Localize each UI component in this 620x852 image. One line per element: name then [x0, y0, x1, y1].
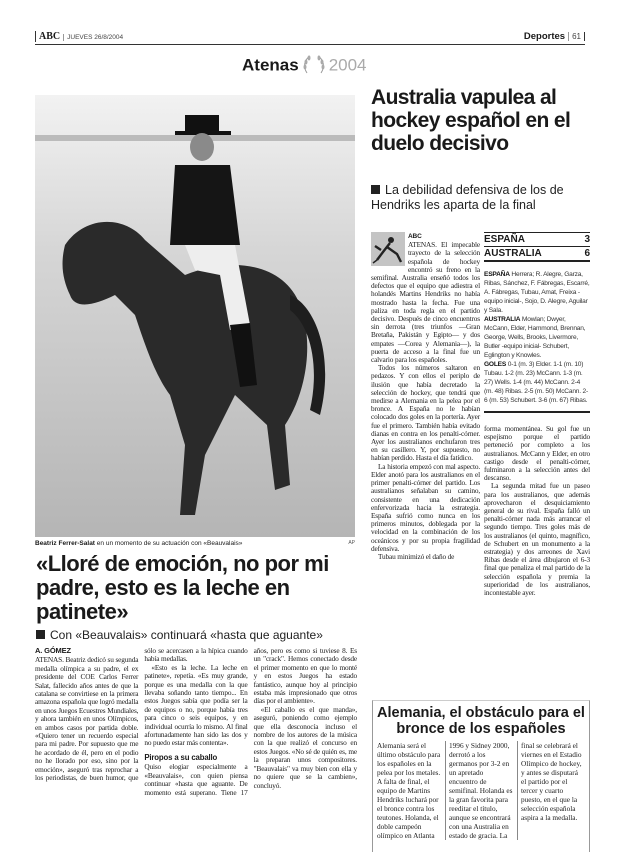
- paragraph: ATENAS. Beatriz dedicó su segunda medalla olímpica a su padre, el ex presidente del COE Carlos Ferrer Salat, fallecido años antes de que la catalana se convirtiese en la primera amazona española que logró medalla en unos Juegos Ecuestres Mundiales, y ahora también en unos Olímpicos, en ambos casos por partida doble. «Quiero tener un recuerdo especial para mi padre. Por supuesto que me he acordado de él, pero en el podio no he llorado por eso, sino por la emoción», aseguró tras reprochar a los periodistas, de buen humor, que sólo se acercasen a la hípica cuando había medallas.: [35, 646, 248, 783]
- caption-text: en un momento de su actuación con «Beauvalais»: [94, 540, 243, 547]
- lineup-text: Mowlan; Dwyer, McCann, Elder, Hammond, Brennan, George, Wells, Brooks, Livermore, Butler -equipo inicial- Schubert, Eglington y Knowles.: [484, 316, 586, 359]
- source-tag: ABC: [408, 233, 422, 240]
- paragraph: La segunda mitad fue un paseo para los australianos, que además aprovecharon el desquiciamiento general de su rival. España falló un penalti-córner nada más arrancar el segundo tiempo. Tres goles más de los australianos (el quinto, magnífico, de Schubert en un monumento a la estrategia) y dos arreones de Xavi Ribas desde el área dibujaron el 6-3 final que penaliza el mal partido de la selección española y premia la superioridad de los australianos, incontestable ayer.: [484, 481, 590, 598]
- photo-credit: AP: [348, 540, 355, 546]
- paragraph: ATENAS. El impecable trayecto de la selección española de hockey encontró su freno en la semifinal. Australia enseñó todos los defectos que el equipo que adiestra el holandés Martins Hendriks no había mostrado hasta la fecha. Fue una paliza en toda regla en el partido decisivo. Después de cinco encuentros sin derrota (tres triunfos —Gran Bretaña, Pakistán y Egipto— y dos empates —Corea y Alemania—), la puerta de acceso a la final fue un calvario para los españoles.: [371, 240, 480, 365]
- caption-name: Beatriz Ferrer-Salat: [35, 540, 95, 547]
- hockey-player-icon: [371, 232, 408, 266]
- scoreboard-rule: [484, 411, 590, 413]
- dressage-photo: [35, 95, 355, 537]
- section-name: Deportes: [523, 31, 566, 42]
- hockey-deck: [371, 183, 590, 213]
- paragraph: Tubau minimizó el daño de: [378, 551, 455, 561]
- lineup-australia: [484, 315, 590, 360]
- scoreboard: [484, 232, 590, 413]
- dressage-deck: [36, 628, 358, 643]
- hockey-column-1: [371, 232, 480, 561]
- paragraph: Quiso elogiar especialmente a «Beauvalais», con quien piensa continuar «hasta que aguante. De momento está superano. Tiene 17 años, pero es como si tuviese 8. Es un "crack". Hemos conectado desde el primer momento en que lo monté y en estos Juegos ha estado fantástico, aunque hoy al principio estaba más impresionado que otros días por el ambiente».: [144, 646, 357, 797]
- lineup-label: AUSTRALIA: [484, 316, 521, 323]
- lineup-text: Herrera; R. Alegre, Garza, Ribas, Sánchez, F. Fábregas, Escarré, A. Fábregas, Tubau, Amat, Freixa -equipo inicial-, Sojo, D. Alegre, Aguilar y Sala.: [484, 271, 590, 314]
- score-row: [484, 247, 590, 262]
- score-row: [484, 232, 590, 247]
- sidebar-box: [372, 700, 590, 852]
- hockey-headline: Australia vapulea al hockey español en el duelo decisivo: [371, 86, 571, 155]
- paragraph: forma momentánea. Su gol fue un espejismo porque el partido perteneció por completo a los australianos. McCann y Elder, en otro castigo desde el penalti-córner, fulminaron a la selección antes del descanso.: [484, 424, 590, 483]
- paragraph: «El caballo es el que manda», aseguró, poniendo como ejemplo que ella desconocía incluso el nombre de los autores de la música con la que realizó el concurso en estos Juegos. «No sé de quién es, me la preparan unos compositores. "Beauvalais" va muy bien con ella y no quiere que se la cambien», concluyó.: [253, 704, 357, 790]
- issue-date: JUEVES 26/8/2004: [63, 34, 126, 41]
- olympics-kicker: [242, 53, 367, 79]
- bullet-square-icon: [371, 185, 380, 194]
- bullet-square-icon: [36, 630, 45, 639]
- paragraph: Todos los números saltaron en pedazos. Y con ellos el periplo de ilusión que había decretado la selección de hockey, que tendrá que medirse a Alemania en la pelea por el bronce. A España no le habían colocado dos goles en la portería. Ayer fue el primero. También había evitado dianas en contra en los penalti-córner. Ayer los australianos enchufaron tres en su casillero. Y, por supuesto, no habían perdido. Hasta el día fatídico.: [371, 363, 480, 463]
- kicker-year: 2004: [328, 55, 367, 75]
- byline: A. GÓMEZ: [35, 646, 71, 655]
- newspaper-brand: ABC: [35, 31, 63, 42]
- dressage-body: [35, 647, 357, 797]
- kicker-label: Atenas: [242, 55, 299, 75]
- sidebar-title: Alemania, el obstáculo para el bronce de los españoles: [377, 705, 585, 737]
- page-number: 61: [568, 32, 585, 41]
- photo-caption: [35, 540, 355, 547]
- team-score: 6: [584, 248, 590, 259]
- horse-rider-image: [35, 95, 355, 537]
- hockey-column-2: [484, 425, 590, 597]
- lineup-spain: [484, 270, 590, 315]
- page-header: [35, 30, 585, 45]
- lineup-label: ESPAÑA: [484, 271, 510, 278]
- dressage-deck-text: Con «Beauvalais» continuará «hasta que aguante»: [50, 628, 323, 642]
- team-score: 3: [584, 234, 590, 245]
- dressage-headline: «Lloré de emoción, no por mi padre, esto es la leche en patinete»: [36, 551, 329, 624]
- lineups: [484, 270, 590, 405]
- sidebar-text: Alemania será el último obstáculo para los españoles en la pelea por los metales. A falta de final, el equipo de Martins Hendriks luchará por el bronce contra los teutones. Holanda, el doble campeón olímpico en Atlanta 1996 y Sidney 2000, derrotó a los germanos por 3-2 en un apretado encuentro de semifinal. Holanda es la gran favorita para reeditar el título, aunque se encontrará con una Australia en estado de gracia. La final se celebrará el viernes en el Estadio Olímpico de hockey, y antes se disputará el partido por el tercer y cuarto puesto, en el que la selección española aspira a la medalla.: [377, 741, 582, 840]
- paragraph: La historia empezó con mal aspecto. Elder anotó para los australianos en el primer penalti-córner del partido. Los australianos señalaban su camino, consistente en una dedicación enfervorizada hacia la estrategia. España sufrió como nunca en los primeros minutos, doblegada por la velocidad en la combinación de los oceánicos y por su propia fragilidad defensiva.: [371, 461, 480, 553]
- hockey-deck-text: La debilidad defensiva de los de Hendriks les aparta de la final: [371, 183, 564, 212]
- subhead: Piropos a su caballo: [144, 752, 218, 762]
- goals-label: GOLES: [484, 361, 507, 368]
- team-name: AUSTRALIA: [484, 248, 542, 259]
- paragraph: «Esto es la leche. La leche en patinete», repetía. «Es muy grande, porque es una medalla con la que llevaba soñando tanto tiempo... En estos Juegos sabía que podía ser la de equipos o no, porque había tres para cinco o seis equipos, y en individual ocurría lo mismo. Al final afortunadamente han sido las dos y no puedo estar más contenta».: [144, 662, 248, 748]
- goals-text: 0-1 (m. 3) Elder. 1-1 (m. 10) Tubau. 1-2 (m. 23) McCann. 1-3 (m. 27) Wells. 1-4 (m. 44) McCann. 2-4 (m. 48) Ribas. 2-5 (m. 50) McCann. 2-6 (m. 53) Schubert. 3-6 (m. 67) Ribas.: [484, 361, 588, 404]
- laurel-wreath-icon: [301, 53, 327, 79]
- goals: [484, 360, 590, 405]
- team-name: ESPAÑA: [484, 234, 525, 245]
